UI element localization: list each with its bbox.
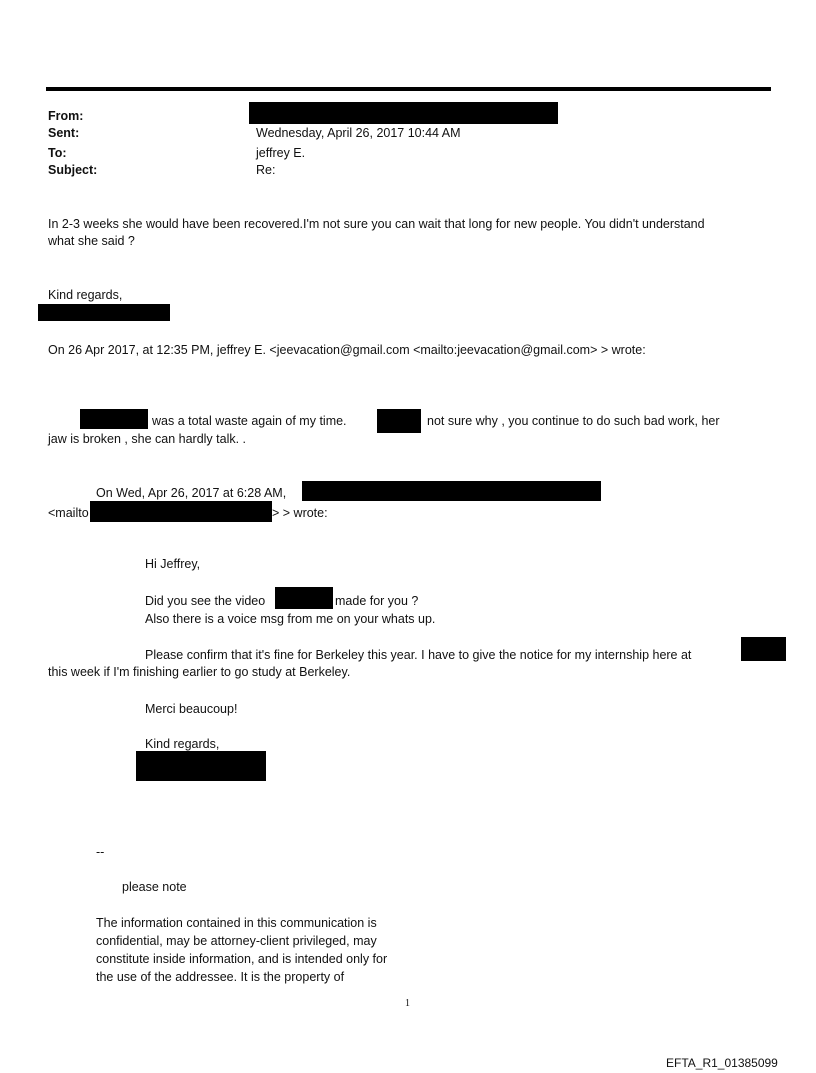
redaction-from — [249, 102, 558, 124]
redaction-quote2-sender — [302, 481, 601, 501]
page-number: 1 — [405, 998, 410, 1009]
redaction-quote2-video — [275, 587, 333, 609]
redaction-quote1-name — [80, 409, 148, 429]
quote2-mailto-start: <mailto — [48, 506, 89, 520]
to-value: jeffrey E. — [256, 146, 306, 160]
signature-dashes: -- — [96, 845, 105, 859]
subject-value: Re: — [256, 163, 276, 177]
quote2-merci: Merci beaucoup! — [145, 702, 238, 716]
reply-line-1: In 2-3 weeks she would have been recovered.I'm not sure you can wait that long for new people. You didn't understand — [48, 217, 705, 231]
quote1-line-1b: not sure why , you continue to do such bad work, her — [427, 414, 720, 428]
document-id: EFTA_R1_01385099 — [666, 1056, 778, 1070]
quote2-mailto-end: > > wrote: — [272, 506, 328, 520]
quote1-attribution: On 26 Apr 2017, at 12:35 PM, jeffrey E. <jeevacation@gmail.com <mailto:jeevacation@gmail.com> > wrote: — [48, 343, 646, 357]
from-label: From: — [48, 109, 84, 123]
quote2-video-b: made for you ? — [335, 594, 419, 608]
quote2-voice: Also there is a voice msg from me on your whats up. — [145, 612, 436, 626]
quote2-signoff: Kind regards, — [145, 737, 220, 751]
sent-label: Sent: — [48, 126, 80, 140]
disclaimer-line: the use of the addressee. It is the property of — [96, 970, 345, 984]
quote2-attribution: On Wed, Apr 26, 2017 at 6:28 AM, — [96, 486, 287, 500]
redaction-quote1-word — [377, 409, 421, 433]
redaction-reply-signature — [38, 304, 170, 321]
please-note: please note — [122, 880, 187, 894]
reply-signoff: Kind regards, — [48, 288, 123, 302]
quote2-video-a: Did you see the video — [145, 594, 266, 608]
quote1-line-2: jaw is broken , she can hardly talk. . — [48, 432, 247, 446]
to-label: To: — [48, 146, 67, 160]
header-rule — [46, 87, 771, 91]
quote2-confirm-2: this week if I'm finishing earlier to go study at Berkeley. — [48, 665, 351, 679]
sent-value: Wednesday, April 26, 2017 10:44 AM — [256, 126, 461, 140]
disclaimer-line: constitute inside information, and is intended only for — [96, 952, 388, 966]
quote1-line-1a: was a total waste again of my time. — [152, 414, 347, 428]
disclaimer-line: confidential, may be attorney-client privileged, may — [96, 934, 377, 948]
disclaimer-line: The information contained in this communication is — [96, 916, 377, 930]
redaction-quote2-company — [741, 637, 786, 661]
redaction-quote2-signature — [136, 751, 266, 781]
quote2-greeting: Hi Jeffrey, — [145, 557, 201, 571]
reply-line-2: what she said ? — [48, 234, 135, 248]
subject-label: Subject: — [48, 163, 98, 177]
quote2-confirm-1: Please confirm that it's fine for Berkeley this year. I have to give the notice for my internship here at — [145, 648, 692, 662]
redaction-quote2-email — [90, 501, 272, 522]
